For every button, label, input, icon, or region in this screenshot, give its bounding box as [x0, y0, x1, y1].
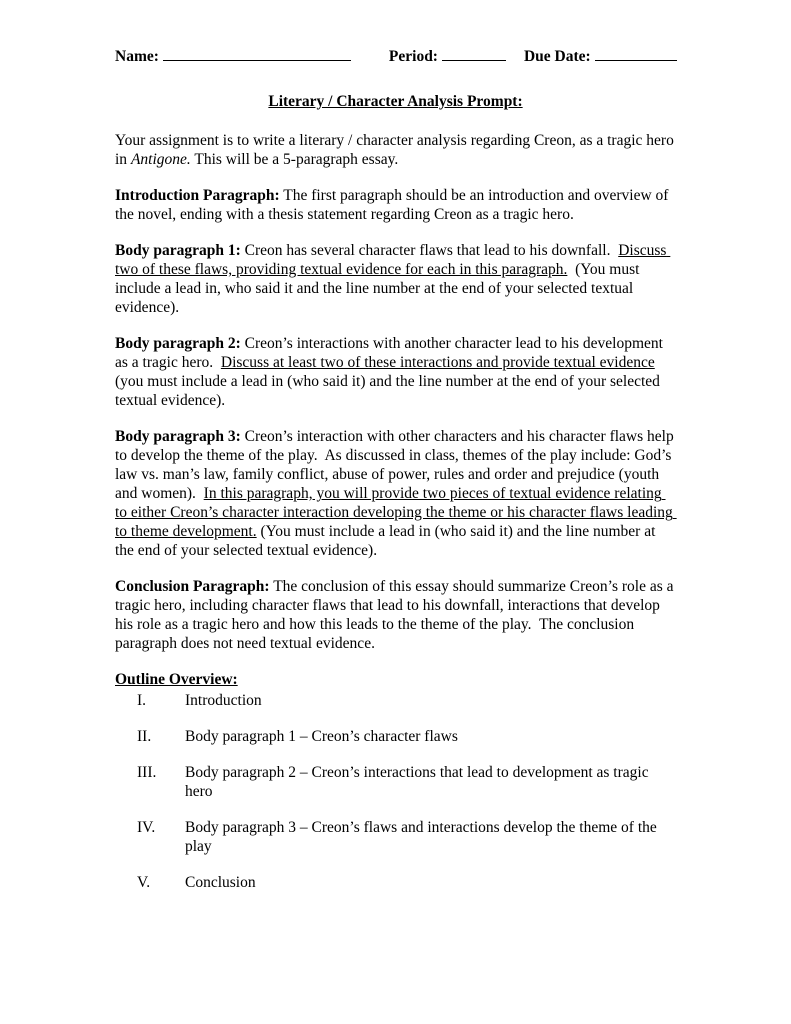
- outline-text: Body paragraph 1 – Creon’s character flaws: [185, 728, 458, 745]
- name-label: Name:: [115, 48, 159, 65]
- outline-numeral: II.: [137, 728, 152, 745]
- due-date-label: Due Date:: [523, 48, 591, 65]
- assignment-overview-paragraph: Your assignment is to write a literary / character analysis regarding Creon, as a tragic hero in Antigone. This will be a 5-paragraph essay.: [115, 132, 678, 168]
- header-row: [115, 46, 676, 66]
- outline-text: Conclusion: [185, 874, 256, 891]
- period-blank-line: [442, 46, 506, 61]
- outline-text: Introduction: [185, 692, 262, 709]
- outline-numeral: V.: [137, 874, 151, 891]
- introduction-paragraph: Introduction Paragraph: The first paragraph should be an introduction and overview of the novel, ending with a thesis statement regarding Creon as a tragic hero.: [115, 187, 673, 223]
- due-date-blank-line: [595, 46, 677, 61]
- outline-item-2: [137, 727, 676, 746]
- outline-numeral: III.: [137, 764, 157, 781]
- outline-heading: Outline Overview:: [115, 671, 238, 688]
- period-label: Period:: [388, 48, 438, 65]
- outline-item-3: [137, 763, 676, 801]
- body-paragraph-3: Body paragraph 3: Creon’s interaction with other characters and his character flaws help to develop the theme of the play. As discussed in class, themes of the play include: God’s law vs. man’s law, family conflict, abuse of power, rules and order and prejudice (youth and women). In this paragraph, you will provide two pieces of textual evidence relating to either Creon’s character interaction developing the theme or his character flaws leading to theme development. (You must include a lead in (who said it) and the line number at the end of your selected textual evidence).: [115, 428, 678, 559]
- period-field: [389, 46, 506, 66]
- conclusion-paragraph: Conclusion Paragraph: The conclusion of this essay should summarize Creon’s role as a tragic hero, including character flaws that lead to his downfall, interactions that develop his role as a tragic hero and how this leads to the theme of the play. The conclusion paragraph does not need textual evidence.: [115, 578, 678, 652]
- outline-numeral: IV.: [137, 819, 156, 836]
- name-blank-line: [163, 46, 351, 61]
- document-title: Literary / Character Analysis Prompt:: [268, 93, 523, 110]
- due-date-field: [524, 46, 677, 66]
- outline-item-4: [137, 818, 676, 856]
- outline-text: Body paragraph 2 – Creon’s interactions that lead to development as tragic hero: [185, 764, 649, 800]
- outline-numeral: I.: [137, 692, 147, 709]
- name-field: [115, 46, 351, 66]
- outline-text: Body paragraph 3 – Creon’s flaws and interactions develop the theme of the play: [185, 819, 657, 855]
- body-paragraph-2: Body paragraph 2: Creon’s interactions with another character lead to his development as a tragic hero. Discuss at least two of these interactions and provide textual evidence (you must include a lead in (who said it) and the line number at the end of your selected textual evidence).: [115, 335, 667, 409]
- outline-item-5: [137, 873, 676, 892]
- body-paragraph-1: Body paragraph 1: Creon has several character flaws that lead to his downfall. Discuss two of these flaws, providing textual evidence for each in this paragraph. (You must include a lead in, who said it and the line number at the end of your selected textual evidence).: [115, 242, 671, 316]
- outline-item-1: [137, 691, 676, 710]
